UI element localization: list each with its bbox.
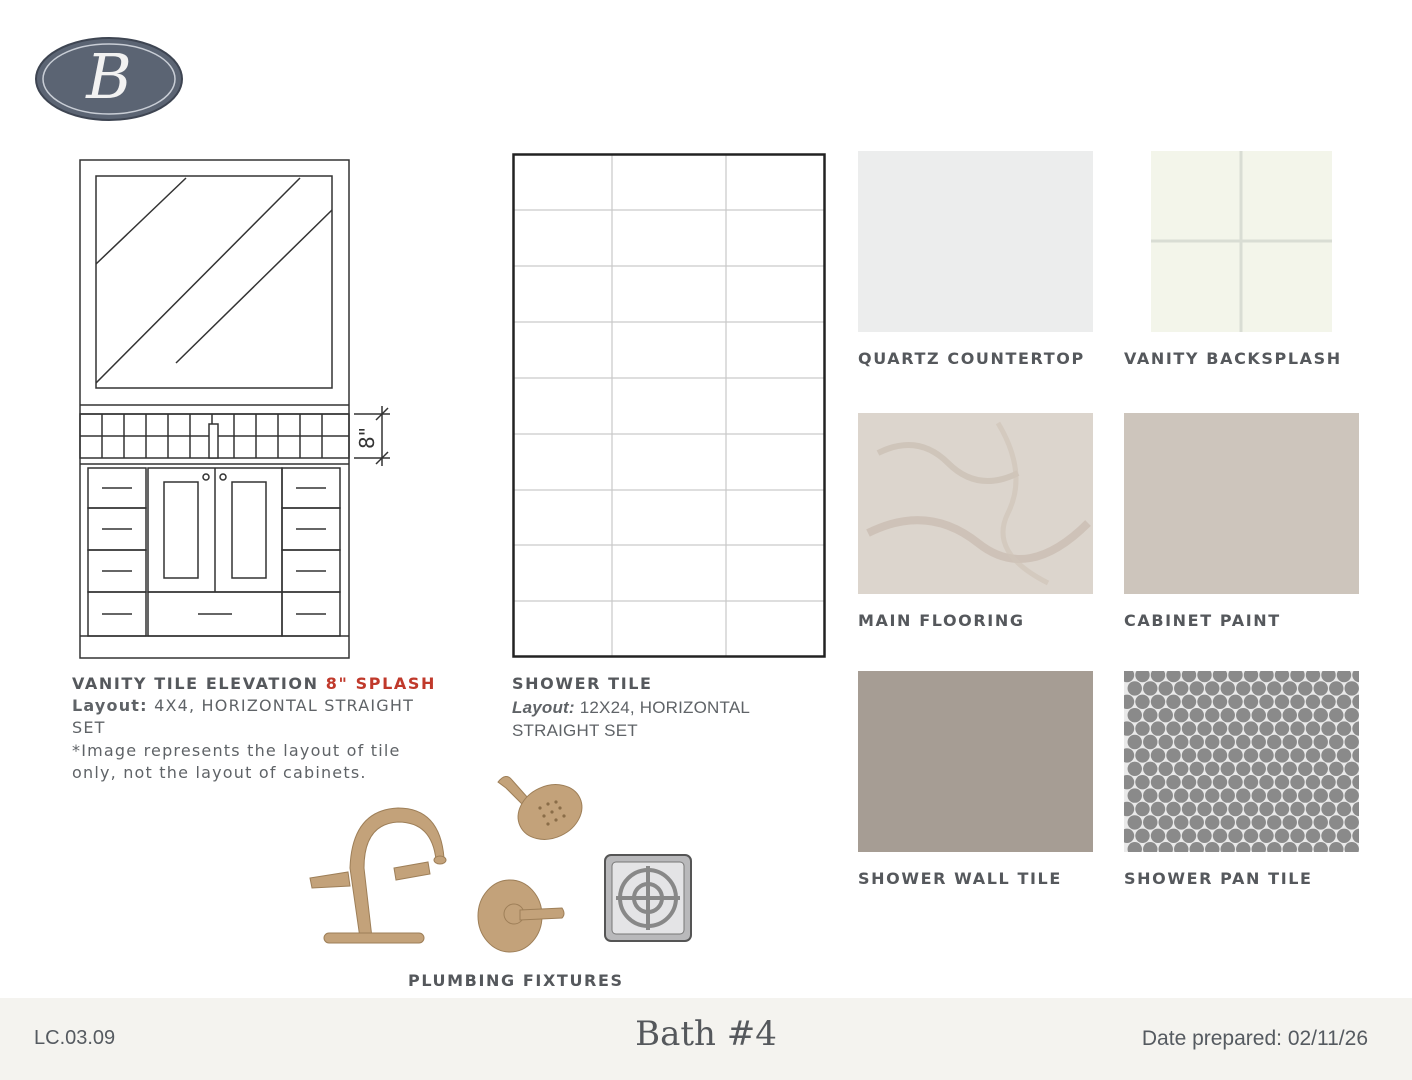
penny-tile: [1345, 708, 1359, 722]
penny-tile: [1159, 815, 1173, 829]
penny-tile: [1228, 695, 1242, 709]
penny-tile: [1283, 815, 1297, 829]
swatch-cabinet-paint: [1124, 413, 1359, 594]
penny-tile: [1290, 775, 1304, 789]
penny-tile: [1252, 681, 1266, 695]
penny-tile: [1205, 815, 1219, 829]
penny-tile: [1228, 721, 1242, 735]
penny-tile: [1135, 671, 1149, 682]
penny-tile: [1143, 681, 1157, 695]
plumbing-fixtures-image: [300, 768, 700, 954]
date-prepared: Date prepared: 02/11/26: [1141, 1027, 1368, 1050]
penny-tile: [1306, 721, 1320, 735]
penny-tile: [1151, 671, 1165, 682]
penny-tile: [1190, 762, 1204, 776]
shower-tile-title: SHOWER TILE: [512, 674, 653, 693]
penny-tile: [1143, 708, 1157, 722]
vanity-note: *Image represents the layout of tile only, not the layout of cabinets.: [72, 741, 401, 782]
penny-tile: [1321, 671, 1335, 682]
penny-tile: [1259, 802, 1273, 816]
penny-tile: [1190, 681, 1204, 695]
penny-tile: [1135, 748, 1149, 762]
penny-tile: [1244, 748, 1258, 762]
penny-tile: [1244, 721, 1258, 735]
penny-tile: [1259, 775, 1273, 789]
plumbing-fixtures-title: PLUMBING FIXTURES: [408, 971, 624, 990]
penny-tile: [1197, 671, 1211, 682]
penny-tile: [1174, 762, 1188, 776]
penny-tile: [1128, 735, 1142, 749]
penny-tile: [1213, 671, 1227, 682]
penny-tile: [1236, 708, 1250, 722]
penny-tile: [1275, 802, 1289, 816]
penny-tile: [1124, 829, 1134, 843]
penny-tile: [1213, 829, 1227, 843]
penny-tile: [1124, 748, 1134, 762]
shower-layout-label: Layout:: [512, 698, 575, 717]
penny-tile: [1345, 788, 1359, 802]
penny-tile: [1298, 842, 1312, 852]
penny-tile: [1166, 671, 1180, 682]
swatch-label-main-flooring: MAIN FLOORING: [858, 611, 1025, 630]
penny-tile: [1182, 775, 1196, 789]
vanity-drawing-icon: [78, 158, 398, 662]
penny-tile: [1306, 775, 1320, 789]
swatch-label-shower-wall-tile: SHOWER WALL TILE: [858, 869, 1062, 888]
penny-tile: [1252, 708, 1266, 722]
penny-tile: [1337, 775, 1351, 789]
penny-tile: [1236, 735, 1250, 749]
penny-tile: [1151, 721, 1165, 735]
penny-tile: [1306, 671, 1320, 682]
penny-tile: [1228, 748, 1242, 762]
penny-tile: [1205, 681, 1219, 695]
penny-tile: [1228, 775, 1242, 789]
penny-tile: [1321, 721, 1335, 735]
penny-tile: [1306, 695, 1320, 709]
penny-tile: [1298, 735, 1312, 749]
penny-tile: [1213, 802, 1227, 816]
shower-layout-value: 12X24, HORIZONTAL STRAIGHT SET: [512, 698, 750, 740]
penny-tile: [1267, 788, 1281, 802]
penny-tile: [1151, 748, 1165, 762]
penny-tile: [1352, 721, 1359, 735]
vanity-dimension-label: 8": [354, 427, 379, 449]
penny-tile: [1159, 708, 1173, 722]
penny-tile: [1275, 721, 1289, 735]
penny-tile: [1190, 815, 1204, 829]
penny-tile: [1174, 681, 1188, 695]
penny-tile: [1329, 815, 1343, 829]
penny-tile: [1321, 748, 1335, 762]
penny-tile: [1352, 671, 1359, 682]
sheet-title: Bath #4: [635, 1014, 777, 1054]
penny-tile: [1236, 815, 1250, 829]
penny-tile: [1128, 708, 1142, 722]
penny-tile: [1306, 802, 1320, 816]
penny-tile: [1143, 815, 1157, 829]
penny-tile: [1259, 829, 1273, 843]
penny-tile: [1135, 695, 1149, 709]
marble-texture-icon: [858, 413, 1093, 594]
penny-tile: [1228, 802, 1242, 816]
penny-tile: [1190, 788, 1204, 802]
penny-tile: [1159, 842, 1173, 852]
swatch-main-flooring: [858, 413, 1093, 594]
penny-tile: [1244, 829, 1258, 843]
penny-tile: [1283, 788, 1297, 802]
penny-tile: [1259, 671, 1273, 682]
penny-tile: [1314, 708, 1328, 722]
fixtures-icon: [300, 768, 700, 954]
vanity-layout-value: 4X4, HORIZONTAL STRAIGHT SET: [72, 696, 415, 737]
penny-tile: [1259, 748, 1273, 762]
penny-tile: [1275, 775, 1289, 789]
swatch-vanity-backsplash: [1151, 151, 1332, 332]
penny-tile: [1267, 762, 1281, 776]
penny-tile: [1298, 762, 1312, 776]
penny-tile: [1128, 681, 1142, 695]
penny-tile: [1345, 815, 1359, 829]
penny-tile: [1337, 802, 1351, 816]
penny-tile: [1314, 762, 1328, 776]
penny-tile: [1345, 735, 1359, 749]
penny-tile: [1213, 695, 1227, 709]
footer: [0, 998, 1412, 1080]
penny-tile: [1352, 748, 1359, 762]
swatch-shower-pan-tile: [1124, 671, 1359, 852]
swatch-label-cabinet-paint: CABINET PAINT: [1124, 611, 1281, 630]
penny-tile: [1306, 748, 1320, 762]
penny-tile: [1290, 748, 1304, 762]
penny-tile: [1213, 748, 1227, 762]
penny-tile: [1124, 775, 1134, 789]
penny-tile: [1275, 671, 1289, 682]
penny-tile: [1190, 708, 1204, 722]
penny-tile: [1228, 829, 1242, 843]
penny-tile: [1283, 681, 1297, 695]
penny-tile: [1244, 695, 1258, 709]
penny-tile: [1314, 681, 1328, 695]
penny-tile: [1283, 842, 1297, 852]
penny-tile: [1345, 681, 1359, 695]
penny-tile: [1321, 775, 1335, 789]
penny-tile: [1166, 802, 1180, 816]
penny-tile: [1213, 775, 1227, 789]
penny-tile: [1221, 842, 1235, 852]
penny-tile: [1221, 762, 1235, 776]
penny-tile: [1124, 671, 1134, 682]
penny-tile: [1298, 788, 1312, 802]
penny-tile: [1252, 735, 1266, 749]
penny-tile: [1345, 842, 1359, 852]
penny-tile: [1352, 695, 1359, 709]
penny-tile: [1166, 695, 1180, 709]
penny-tile: [1135, 829, 1149, 843]
penny-tile: [1213, 721, 1227, 735]
penny-tile: [1244, 802, 1258, 816]
penny-tile: [1337, 829, 1351, 843]
penny-tile: [1182, 671, 1196, 682]
penny-tile: [1174, 842, 1188, 852]
shower-tile-grid-icon: [512, 153, 826, 658]
penny-tile: [1290, 695, 1304, 709]
penny-tile: [1298, 681, 1312, 695]
penny-tile: [1252, 815, 1266, 829]
penny-tile: [1275, 695, 1289, 709]
penny-tile: [1143, 842, 1157, 852]
penny-tile: [1182, 829, 1196, 843]
penny-tile: [1182, 695, 1196, 709]
shower-tile-layout: [512, 153, 826, 658]
penny-tile: [1205, 735, 1219, 749]
penny-tile: [1221, 735, 1235, 749]
penny-tile: [1352, 802, 1359, 816]
penny-tile: [1197, 802, 1211, 816]
penny-tile: [1182, 748, 1196, 762]
penny-tile: [1236, 762, 1250, 776]
swatch-label-vanity-backsplash: VANITY BACKSPLASH: [1124, 349, 1342, 368]
penny-tile: [1321, 829, 1335, 843]
penny-tile: [1128, 842, 1142, 852]
penny-tile: [1329, 735, 1343, 749]
penny-tile: [1166, 829, 1180, 843]
penny-tile: [1159, 788, 1173, 802]
penny-tile: [1329, 788, 1343, 802]
swatch-label-shower-pan-tile: SHOWER PAN TILE: [1124, 869, 1313, 888]
penny-tile: [1197, 695, 1211, 709]
penny-tile: [1151, 802, 1165, 816]
penny-tile: [1314, 735, 1328, 749]
vanity-title-text: VANITY TILE ELEVATION: [72, 674, 319, 693]
penny-tile-icon: [1124, 671, 1359, 852]
penny-tile: [1124, 802, 1134, 816]
penny-tile: [1306, 829, 1320, 843]
penny-tile: [1151, 829, 1165, 843]
penny-tile: [1236, 788, 1250, 802]
penny-tile: [1352, 829, 1359, 843]
penny-tile: [1174, 788, 1188, 802]
penny-tile: [1135, 721, 1149, 735]
penny-tile: [1337, 671, 1351, 682]
penny-tile: [1244, 671, 1258, 682]
penny-tile: [1221, 815, 1235, 829]
penny-tile: [1221, 681, 1235, 695]
penny-tile: [1329, 762, 1343, 776]
penny-tile: [1321, 802, 1335, 816]
vanity-layout-label: Layout:: [72, 696, 148, 715]
penny-tile: [1290, 802, 1304, 816]
backsplash-tile-icon: [1151, 151, 1332, 332]
vanity-title: [72, 674, 436, 693]
penny-tile: [1259, 721, 1273, 735]
shower-tile-layout-text: [512, 696, 782, 742]
penny-tile: [1298, 708, 1312, 722]
penny-tile: [1197, 775, 1211, 789]
penny-tile: [1337, 695, 1351, 709]
penny-tile: [1337, 748, 1351, 762]
penny-tile: [1283, 708, 1297, 722]
penny-tile: [1205, 762, 1219, 776]
penny-tile: [1174, 708, 1188, 722]
penny-tile: [1298, 815, 1312, 829]
penny-tile: [1244, 775, 1258, 789]
penny-tile: [1290, 829, 1304, 843]
swatch-quartz-countertop: [858, 151, 1093, 332]
penny-tile: [1252, 788, 1266, 802]
penny-tile: [1236, 842, 1250, 852]
penny-tile: [1290, 671, 1304, 682]
penny-tile: [1236, 681, 1250, 695]
penny-tile: [1124, 721, 1134, 735]
penny-tile: [1275, 829, 1289, 843]
penny-tile: [1314, 815, 1328, 829]
penny-tile: [1267, 735, 1281, 749]
penny-tile: [1159, 762, 1173, 776]
penny-tile: [1197, 829, 1211, 843]
penny-tile: [1197, 748, 1211, 762]
penny-tile: [1252, 842, 1266, 852]
penny-tile: [1267, 681, 1281, 695]
penny-tile: [1228, 671, 1242, 682]
penny-tile: [1174, 815, 1188, 829]
penny-tile: [1135, 802, 1149, 816]
penny-tile: [1143, 735, 1157, 749]
penny-tile: [1128, 815, 1142, 829]
penny-tile: [1314, 788, 1328, 802]
penny-tile: [1159, 681, 1173, 695]
penny-tile: [1197, 721, 1211, 735]
penny-tile: [1221, 708, 1235, 722]
penny-tile: [1345, 762, 1359, 776]
penny-tile: [1190, 842, 1204, 852]
penny-tile: [1221, 788, 1235, 802]
penny-tile: [1205, 842, 1219, 852]
penny-tile: [1259, 695, 1273, 709]
penny-tile: [1143, 788, 1157, 802]
logo: [34, 36, 184, 122]
penny-tile: [1182, 721, 1196, 735]
penny-tile: [1275, 748, 1289, 762]
penny-tile: [1329, 681, 1343, 695]
sheet-code: LC.03.09: [34, 1027, 116, 1049]
penny-tile: [1283, 762, 1297, 776]
penny-tile: [1283, 735, 1297, 749]
penny-tile: [1135, 775, 1149, 789]
swatch-label-quartz-countertop: QUARTZ COUNTERTOP: [858, 349, 1085, 368]
penny-tile: [1182, 802, 1196, 816]
penny-tile: [1352, 775, 1359, 789]
logo-letter: B: [86, 40, 132, 113]
penny-tile: [1290, 721, 1304, 735]
penny-tile: [1151, 695, 1165, 709]
penny-tile: [1166, 721, 1180, 735]
penny-tile: [1267, 708, 1281, 722]
vanity-layout: [72, 695, 442, 739]
penny-tile: [1337, 721, 1351, 735]
penny-tile: [1321, 695, 1335, 709]
penny-tile: [1159, 735, 1173, 749]
penny-tile: [1190, 735, 1204, 749]
penny-tile: [1124, 695, 1134, 709]
vanity-splash-highlight: 8" SPLASH: [325, 674, 436, 693]
penny-tile: [1205, 788, 1219, 802]
penny-tile: [1166, 748, 1180, 762]
penny-tile: [1128, 788, 1142, 802]
penny-tile: [1329, 708, 1343, 722]
penny-tile: [1128, 762, 1142, 776]
penny-tile: [1143, 762, 1157, 776]
penny-tile: [1267, 842, 1281, 852]
penny-tile: [1174, 735, 1188, 749]
penny-tile: [1329, 842, 1343, 852]
vanity-elevation-drawing: [78, 158, 398, 662]
penny-tile: [1314, 842, 1328, 852]
penny-tile: [1166, 775, 1180, 789]
swatch-shower-wall-tile: [858, 671, 1093, 852]
penny-tile: [1267, 815, 1281, 829]
penny-tile: [1252, 762, 1266, 776]
penny-tile: [1205, 708, 1219, 722]
penny-tile: [1151, 775, 1165, 789]
